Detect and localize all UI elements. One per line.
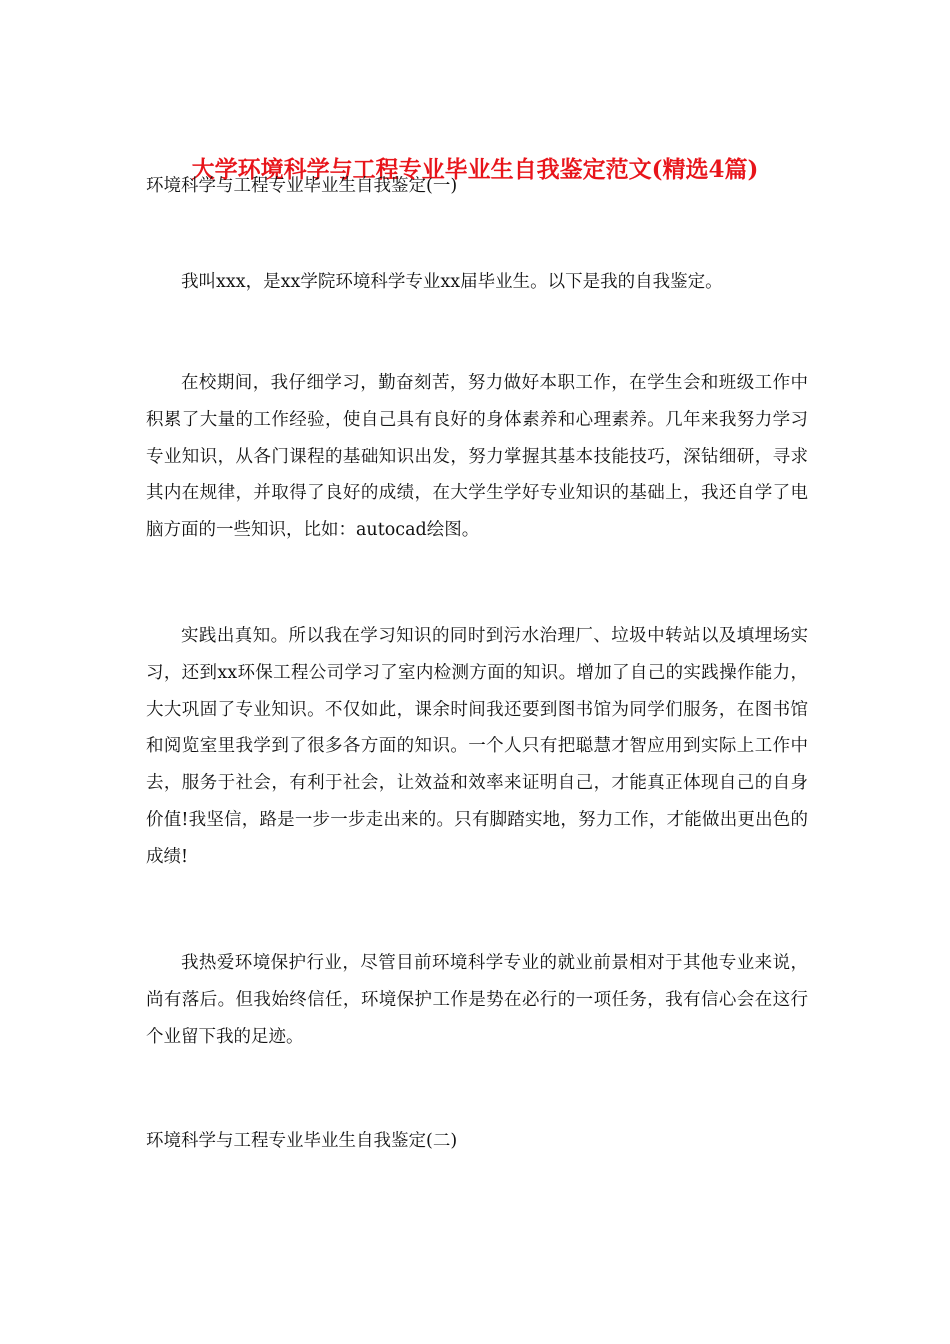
document-title: 大学环境科学与工程专业毕业生自我鉴定范文(精选4篇): [191, 156, 759, 183]
paragraph-study: 在校期间，我仔细学习，勤奋刻苦，努力做好本职工作，在学生会和班级工作中积累了大量的工作经验，使自己具有良好的身体素养和心理素养。几年来我努力学习专业知识，从各门课程的基础知识出发，努力掌握其基本技能技巧，深钻细研，寻求其内在规律，并取得了良好的成绩，在大学生学好专业知识的基础上，我还自学了电脑方面的一些知识，比如：autocad绘图。: [146, 373, 808, 541]
section-heading-2: 环境科学与工程专业毕业生自我鉴定(二): [146, 1131, 458, 1151]
paragraph-intro: 我叫xxx，是xx学院环境科学专业xx届毕业生。以下是我的自我鉴定。: [181, 272, 723, 292]
section-heading-1: 环境科学与工程专业毕业生自我鉴定(一): [146, 176, 458, 196]
paragraph-career: 我热爱环境保护行业，尽管目前环境科学专业的就业前景相对于其他专业来说，尚有落后。但我始终信任，环境保护工作是势在必行的一项任务，我有信心会在这行个业留下我的足迹。: [146, 953, 808, 1047]
paragraph-practice: 实践出真知。所以我在学习知识的同时到污水治理厂、垃圾中转站以及填埋场实习，还到xx环保工程公司学习了室内检测方面的知识。增加了自己的实践操作能力，大大巩固了专业知识。不仅如此，课余时间我还要到图书馆为同学们服务，在图书馆和阅览室里我学到了很多各方面的知识。一个人只有把聪慧才智应用到实际上工作中去，服务于社会，有利于社会，让效益和效率来证明自己，才能真正体现自己的自身价值!我坚信，路是一步一步走出来的。只有脚踏实地，努力工作，才能做出更出色的成绩!: [146, 626, 808, 867]
